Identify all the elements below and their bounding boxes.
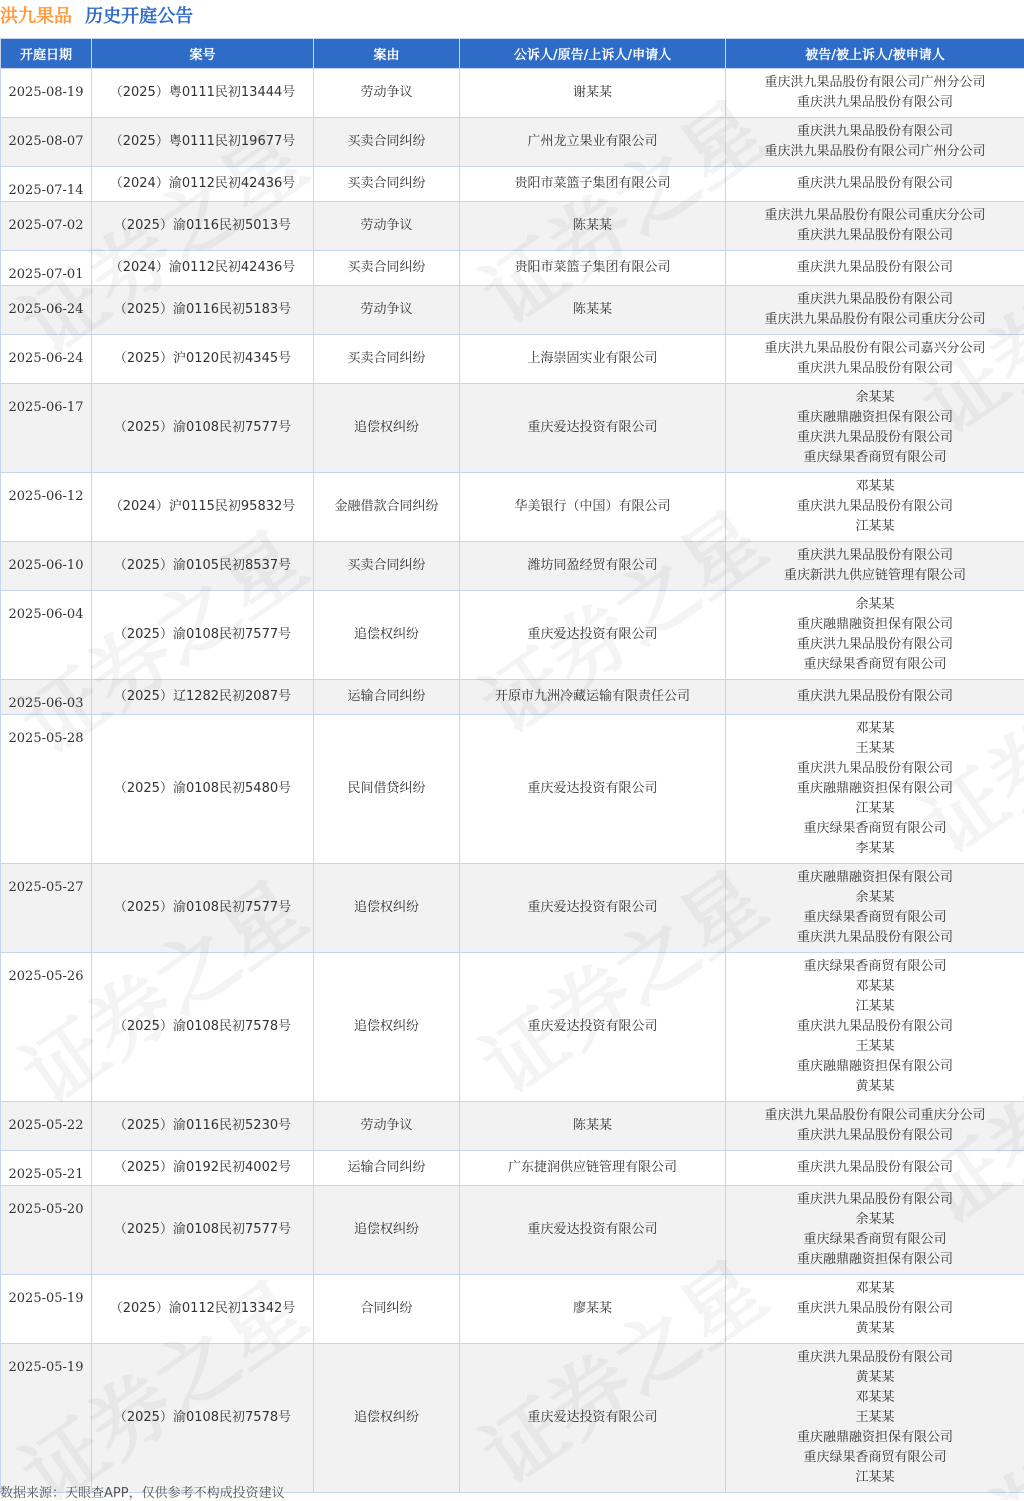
hearing-date: 2025-05-27 — [1, 864, 92, 953]
plaintiff: 贵阳市菜篮子集团有限公司 — [460, 167, 726, 202]
hearing-date: 2025-06-10 — [1, 542, 92, 591]
table-row — [1, 1344, 1024, 1493]
defendant-name: 重庆洪九果品股份有限公司 — [728, 1348, 1022, 1368]
hearing-date: 2025-08-07 — [1, 118, 92, 167]
plaintiff: 陈某某 — [460, 1102, 726, 1151]
defendant-name: 重庆洪九果品股份有限公司 — [728, 93, 1022, 113]
case-cause: 民间借贷纠纷 — [314, 715, 460, 864]
defendants-cell — [726, 680, 1024, 715]
defendant-name: 重庆融鼎融资担保有限公司 — [728, 615, 1022, 635]
hearing-date: 2025-07-01 — [1, 251, 92, 286]
case-number: （2025）渝0105民初8537号 — [92, 542, 314, 591]
hearing-date: 2025-05-28 — [1, 715, 92, 864]
defendant-name: 余某某 — [728, 388, 1022, 408]
defendant-name: 邓某某 — [728, 1388, 1022, 1408]
hearing-date: 2025-06-12 — [1, 473, 92, 542]
case-cause: 买卖合同纠纷 — [314, 118, 460, 167]
hearing-date: 2025-05-20 — [1, 1186, 92, 1275]
table-row — [1, 335, 1024, 384]
column-header-date: 开庭日期 — [1, 39, 92, 69]
defendant-name: 邓某某 — [728, 719, 1022, 739]
table-row — [1, 118, 1024, 167]
case-number: （2025）渝0108民初7577号 — [92, 1186, 314, 1275]
defendant-name: 重庆洪九果品股份有限公司 — [728, 1299, 1022, 1319]
case-cause: 合同纠纷 — [314, 1275, 460, 1344]
plaintiff: 广州龙立果业有限公司 — [460, 118, 726, 167]
hearing-date: 2025-06-17 — [1, 384, 92, 473]
column-header-defendant: 被告/被上诉人/被申请人 — [726, 39, 1024, 69]
case-cause: 运输合同纠纷 — [314, 680, 460, 715]
defendant-name: 黄某某 — [728, 1319, 1022, 1339]
court-announcements-table — [0, 38, 1024, 1493]
defendant-name: 重庆融鼎融资担保有限公司 — [728, 1428, 1022, 1448]
defendant-name: 重庆绿果香商贸有限公司 — [728, 957, 1022, 977]
case-number: （2025）渝0108民初7578号 — [92, 1344, 314, 1493]
page-title: 历史开庭公告 — [85, 6, 193, 27]
case-number: （2025）渝0116民初5183号 — [92, 286, 314, 335]
case-cause: 买卖合同纠纷 — [314, 167, 460, 202]
defendants-cell — [726, 1344, 1024, 1493]
plaintiff: 陈某某 — [460, 202, 726, 251]
defendant-name: 重庆洪九果品股份有限公司 — [728, 258, 1022, 278]
hearing-date: 2025-06-24 — [1, 335, 92, 384]
table-row — [1, 953, 1024, 1102]
table-row — [1, 542, 1024, 591]
defendant-name: 邓某某 — [728, 1279, 1022, 1299]
defendant-name: 邓某某 — [728, 977, 1022, 997]
hearing-date: 2025-06-24 — [1, 286, 92, 335]
defendant-name: 重庆洪九果品股份有限公司 — [728, 635, 1022, 655]
case-cause: 运输合同纠纷 — [314, 1151, 460, 1186]
hearing-date: 2025-05-19 — [1, 1275, 92, 1344]
page-header — [0, 2, 193, 28]
table-header-row — [1, 39, 1024, 69]
plaintiff: 华美银行（中国）有限公司 — [460, 473, 726, 542]
defendant-name: 江某某 — [728, 517, 1022, 537]
defendants-cell — [726, 335, 1024, 384]
defendants-cell — [726, 1102, 1024, 1151]
defendant-name: 重庆洪九果品股份有限公司 — [728, 359, 1022, 379]
plaintiff: 重庆爱达投资有限公司 — [460, 1186, 726, 1275]
hearing-date: 2025-05-26 — [1, 953, 92, 1102]
plaintiff: 陈某某 — [460, 286, 726, 335]
column-header-cause: 案由 — [314, 39, 460, 69]
column-header-case-no: 案号 — [92, 39, 314, 69]
table-row — [1, 1275, 1024, 1344]
defendant-name: 重庆新洪九供应链管理有限公司 — [728, 566, 1022, 586]
table-row — [1, 680, 1024, 715]
defendant-name: 重庆绿果香商贸有限公司 — [728, 1230, 1022, 1250]
defendant-name: 重庆洪九果品股份有限公司重庆分公司 — [728, 206, 1022, 226]
defendant-name: 江某某 — [728, 997, 1022, 1017]
defendants-cell — [726, 286, 1024, 335]
case-cause: 劳动争议 — [314, 1102, 460, 1151]
defendant-name: 重庆洪九果品股份有限公司 — [728, 1017, 1022, 1037]
defendant-name: 重庆融鼎融资担保有限公司 — [728, 1250, 1022, 1270]
table-row — [1, 715, 1024, 864]
defendant-name: 重庆洪九果品股份有限公司 — [728, 122, 1022, 142]
case-number: （2025）渝0192民初4002号 — [92, 1151, 314, 1186]
defendants-cell — [726, 473, 1024, 542]
plaintiff: 重庆爱达投资有限公司 — [460, 1344, 726, 1493]
table-row — [1, 1186, 1024, 1275]
defendant-name: 黄某某 — [728, 1077, 1022, 1097]
defendant-name: 重庆洪九果品股份有限公司广州分公司 — [728, 73, 1022, 93]
defendant-name: 重庆洪九果品股份有限公司 — [728, 290, 1022, 310]
defendant-name: 重庆融鼎融资担保有限公司 — [728, 868, 1022, 888]
defendants-cell — [726, 384, 1024, 473]
table-body — [1, 69, 1024, 1493]
plaintiff: 上海崇固实业有限公司 — [460, 335, 726, 384]
defendants-cell — [726, 542, 1024, 591]
plaintiff: 廖某某 — [460, 1275, 726, 1344]
defendant-name: 重庆洪九果品股份有限公司 — [728, 546, 1022, 566]
defendants-cell — [726, 1151, 1024, 1186]
case-cause: 买卖合同纠纷 — [314, 542, 460, 591]
case-cause: 追偿权纠纷 — [314, 1186, 460, 1275]
defendant-name: 重庆洪九果品股份有限公司 — [728, 687, 1022, 707]
case-cause: 买卖合同纠纷 — [314, 335, 460, 384]
defendant-name: 江某某 — [728, 799, 1022, 819]
defendant-name: 重庆洪九果品股份有限公司 — [728, 174, 1022, 194]
case-cause: 追偿权纠纷 — [314, 864, 460, 953]
defendant-name: 重庆洪九果品股份有限公司 — [728, 428, 1022, 448]
case-cause: 买卖合同纠纷 — [314, 251, 460, 286]
table-row — [1, 473, 1024, 542]
defendant-name: 重庆洪九果品股份有限公司 — [728, 1190, 1022, 1210]
case-number: （2025）渝0108民初7577号 — [92, 864, 314, 953]
defendant-name: 重庆洪九果品股份有限公司 — [728, 226, 1022, 246]
defendant-name: 重庆洪九果品股份有限公司 — [728, 928, 1022, 948]
defendant-name: 王某某 — [728, 1408, 1022, 1428]
case-number: （2025）渝0108民初7577号 — [92, 591, 314, 680]
defendants-cell — [726, 202, 1024, 251]
plaintiff: 谢某某 — [460, 69, 726, 118]
defendant-name: 重庆洪九果品股份有限公司 — [728, 1126, 1022, 1146]
defendant-name: 王某某 — [728, 1037, 1022, 1057]
case-cause: 劳动争议 — [314, 69, 460, 118]
case-number: （2024）渝0112民初42436号 — [92, 167, 314, 202]
plaintiff: 重庆爱达投资有限公司 — [460, 591, 726, 680]
defendant-name: 邓某某 — [728, 477, 1022, 497]
case-number: （2025）渝0116民初5013号 — [92, 202, 314, 251]
column-header-plaintiff: 公诉人/原告/上诉人/申请人 — [460, 39, 726, 69]
case-number: （2025）辽1282民初2087号 — [92, 680, 314, 715]
case-cause: 追偿权纠纷 — [314, 384, 460, 473]
case-number: （2025）渝0116民初5230号 — [92, 1102, 314, 1151]
defendant-name: 重庆洪九果品股份有限公司 — [728, 497, 1022, 517]
defendant-name: 余某某 — [728, 595, 1022, 615]
defendant-name: 江某某 — [728, 1468, 1022, 1488]
defendant-name: 重庆绿果香商贸有限公司 — [728, 655, 1022, 675]
defendant-name: 重庆绿果香商贸有限公司 — [728, 819, 1022, 839]
case-number: （2025）粤0111民初19677号 — [92, 118, 314, 167]
plaintiff: 重庆爱达投资有限公司 — [460, 715, 726, 864]
plaintiff: 开原市九洲冷藏运输有限责任公司 — [460, 680, 726, 715]
defendants-cell — [726, 1275, 1024, 1344]
defendant-name: 重庆洪九果品股份有限公司嘉兴分公司 — [728, 339, 1022, 359]
case-number: （2025）渝0108民初7577号 — [92, 384, 314, 473]
defendants-cell — [726, 953, 1024, 1102]
data-source-note: 数据来源：天眼查APP，仅供参考不构成投资建议 — [0, 1482, 285, 1501]
hearing-date: 2025-07-14 — [1, 167, 92, 202]
case-number: （2024）渝0112民初42436号 — [92, 251, 314, 286]
case-cause: 追偿权纠纷 — [314, 953, 460, 1102]
table-row — [1, 69, 1024, 118]
defendant-name: 重庆洪九果品股份有限公司 — [728, 1158, 1022, 1178]
case-cause: 金融借款合同纠纷 — [314, 473, 460, 542]
table-row — [1, 251, 1024, 286]
defendant-name: 李某某 — [728, 839, 1022, 859]
defendant-name: 重庆绿果香商贸有限公司 — [728, 1448, 1022, 1468]
plaintiff: 贵阳市菜篮子集团有限公司 — [460, 251, 726, 286]
defendant-name: 重庆融鼎融资担保有限公司 — [728, 408, 1022, 428]
hearing-date: 2025-05-22 — [1, 1102, 92, 1151]
defendant-name: 重庆融鼎融资担保有限公司 — [728, 1057, 1022, 1077]
defendant-name: 重庆绿果香商贸有限公司 — [728, 908, 1022, 928]
defendant-name: 重庆融鼎融资担保有限公司 — [728, 779, 1022, 799]
plaintiff: 重庆爱达投资有限公司 — [460, 864, 726, 953]
defendants-cell — [726, 864, 1024, 953]
table-row — [1, 167, 1024, 202]
case-cause: 劳动争议 — [314, 286, 460, 335]
defendants-cell — [726, 715, 1024, 864]
defendants-cell — [726, 69, 1024, 118]
table-row — [1, 384, 1024, 473]
plaintiff: 重庆爱达投资有限公司 — [460, 384, 726, 473]
defendant-name: 余某某 — [728, 888, 1022, 908]
defendant-name: 重庆洪九果品股份有限公司 — [728, 759, 1022, 779]
defendant-name: 重庆绿果香商贸有限公司 — [728, 448, 1022, 468]
plaintiff: 重庆爱达投资有限公司 — [460, 953, 726, 1102]
plaintiff: 潍坊同盈经贸有限公司 — [460, 542, 726, 591]
defendants-cell — [726, 1186, 1024, 1275]
defendants-cell — [726, 167, 1024, 202]
case-number: （2025）渝0112民初13342号 — [92, 1275, 314, 1344]
hearing-date: 2025-06-04 — [1, 591, 92, 680]
defendants-cell — [726, 591, 1024, 680]
table-row — [1, 286, 1024, 335]
case-cause: 追偿权纠纷 — [314, 1344, 460, 1493]
hearing-date: 2025-06-03 — [1, 680, 92, 715]
case-number: （2025）渝0108民初5480号 — [92, 715, 314, 864]
table-row — [1, 591, 1024, 680]
defendant-name: 余某某 — [728, 1210, 1022, 1230]
company-name: 洪九果品 — [0, 6, 72, 27]
case-cause: 劳动争议 — [314, 202, 460, 251]
defendant-name: 重庆洪九果品股份有限公司重庆分公司 — [728, 1106, 1022, 1126]
defendant-name: 重庆洪九果品股份有限公司重庆分公司 — [728, 310, 1022, 330]
defendants-cell — [726, 118, 1024, 167]
case-number: （2025）渝0108民初7578号 — [92, 953, 314, 1102]
case-cause: 追偿权纠纷 — [314, 591, 460, 680]
hearing-date: 2025-05-21 — [1, 1151, 92, 1186]
defendants-cell — [726, 251, 1024, 286]
defendant-name: 重庆洪九果品股份有限公司广州分公司 — [728, 142, 1022, 162]
table-row — [1, 1102, 1024, 1151]
case-number: （2025）沪0120民初4345号 — [92, 335, 314, 384]
table-row — [1, 1151, 1024, 1186]
defendant-name: 黄某某 — [728, 1368, 1022, 1388]
hearing-date: 2025-07-02 — [1, 202, 92, 251]
case-number: （2025）粤0111民初13444号 — [92, 69, 314, 118]
table-row — [1, 202, 1024, 251]
hearing-date: 2025-05-19 — [1, 1344, 92, 1493]
plaintiff: 广东捷润供应链管理有限公司 — [460, 1151, 726, 1186]
table-row — [1, 864, 1024, 953]
hearing-date: 2025-08-19 — [1, 69, 92, 118]
case-number: （2024）沪0115民初95832号 — [92, 473, 314, 542]
defendant-name: 王某某 — [728, 739, 1022, 759]
